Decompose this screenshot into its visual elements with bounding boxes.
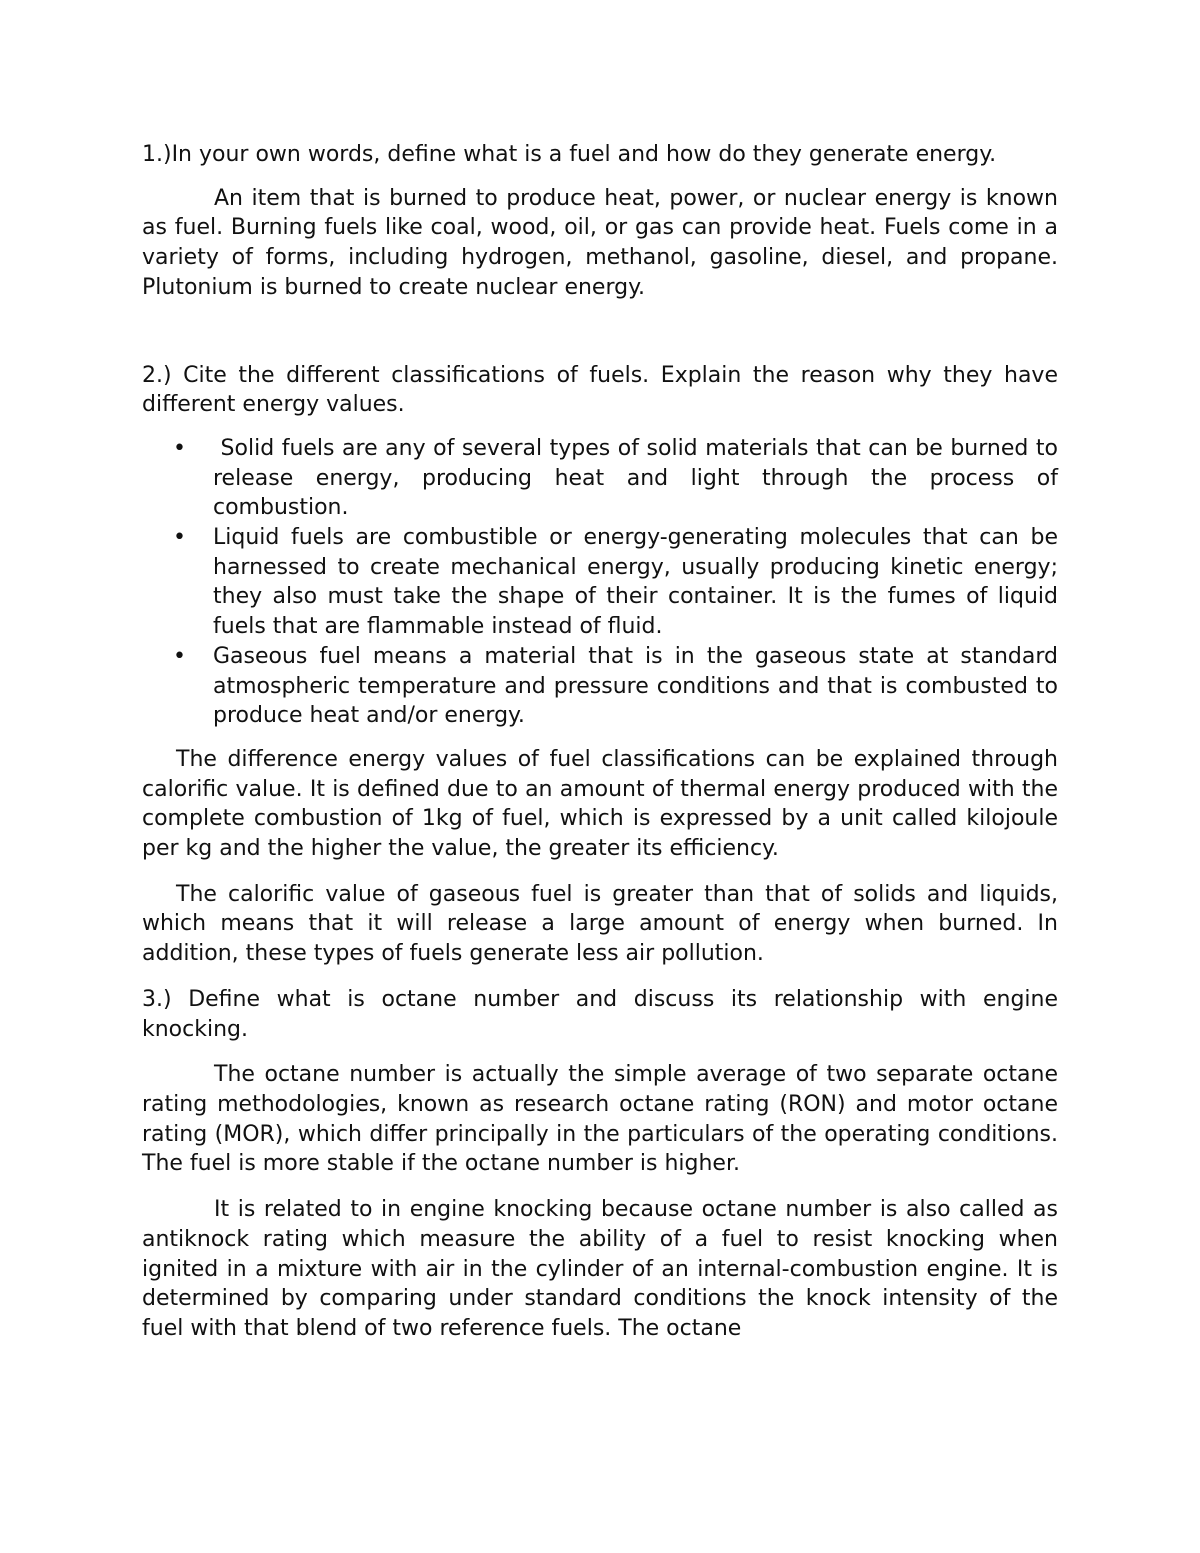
list-item-text: Liquid fuels are combustible or energy-generating molecules that can be harnessed to create mechanical energy, usually producing kinetic energy; they also must take the shape of their container. It is the fumes of liquid fuels that are flammable instead of fluid. — [213, 525, 1058, 640]
list-item-liquid-fuels — [142, 523, 1058, 642]
list-item-gaseous-fuels — [142, 642, 1058, 731]
bullet-icon: • — [173, 643, 186, 669]
difference-energy-paragraph: The difference energy values of fuel classifications can be explained through calorific value. It is defined due to an amount of thermal energy produced with the complete combustion of 1kg of fuel, which is expressed by a unit called kilojoule per kg and the higher the value, the greater its efficiency. — [142, 746, 1058, 862]
question-3: 3.) Define what is octane number and discuss its relationship with engine knocking. — [142, 986, 1058, 1042]
calorific-value-paragraph: The calorific value of gaseous fuel is greater than that of solids and liquids, which means that it will release a large amount of energy when burned. In addition, these types of fuels generate less air pollution. — [142, 881, 1058, 967]
fuel-classification-list — [142, 434, 1065, 731]
list-item-text: Gaseous fuel means a material that is in the gaseous state at standard atmospheric temperature and pressure conditions and that is combusted to produce heat and/or energy. — [213, 643, 1058, 729]
list-item-text: Solid fuels are any of several types of solid materials that can be burned to release energy, producing heat and light through the process of combustion. — [213, 435, 1065, 521]
answer-1-paragraph: An item that is burned to produce heat, power, or nuclear energy is known as fuel. Burning fuels like coal, wood, oil, or gas can provide heat. Fuels come in a variety of forms, including hydrogen, methanol, gasoline, diesel, and propane. Plutonium is burned to create nuclear energy. — [142, 185, 1058, 300]
question-1: 1.)In your own words, define what is a fuel and how do they generate energy. — [142, 142, 997, 167]
bullet-icon: • — [173, 435, 186, 461]
document-body — [142, 140, 1065, 1344]
list-item-solid-fuels — [142, 434, 1065, 523]
bullet-icon: • — [173, 525, 186, 551]
octane-number-paragraph: The octane number is actually the simple average of two separate octane rating methodologies, known as research octane rating (RON) and motor octane rating (MOR), which differ principally in the particulars of the operating conditions. The fuel is more stable if the octane number is higher. — [142, 1062, 1058, 1177]
question-2: 2.) Cite the different classifications of fuels. Explain the reason why they have different energy values. — [142, 362, 1058, 418]
engine-knocking-paragraph: It is related to in engine knocking because octane number is also called as antiknock rating which measure the ability of a fuel to resist knocking when ignited in a mixture with air in the cylinder of an internal-combustion engine. It is determined by comparing under standard conditions the knock intensity of the fuel with that blend of two reference fuels. The octane — [142, 1197, 1058, 1341]
